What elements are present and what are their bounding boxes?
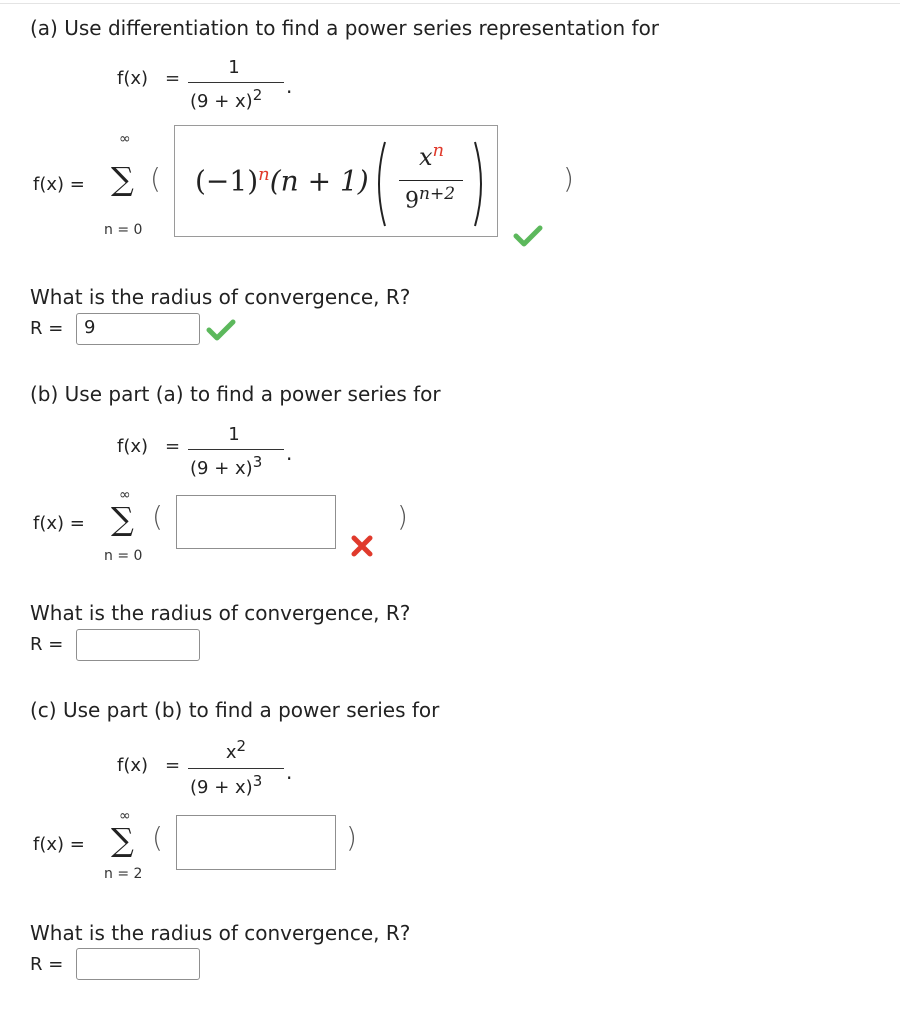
- part-c-sigma: ∑: [111, 821, 134, 859]
- part-a-frac-denominator: $9^{n+2}$: [405, 184, 456, 214]
- part-c-radius-input[interactable]: [76, 948, 200, 980]
- part-b-answer-input[interactable]: [176, 495, 336, 549]
- part-c-radius-question: What is the radius of convergence, R?: [30, 921, 411, 945]
- part-b-fraction-bar: [188, 449, 284, 450]
- part-b-close-paren: ): [397, 500, 408, 533]
- part-b-period: .: [286, 441, 293, 465]
- part-a-prompt: (a) Use differentiation to find a power series representation for: [30, 16, 660, 40]
- part-a-numerator: 1: [228, 57, 240, 78]
- part-c-series-f-label: f(x) =: [33, 834, 85, 855]
- part-c-open-paren: (: [152, 821, 163, 854]
- part-b-equals: =: [165, 436, 181, 457]
- part-c-fraction-bar: [188, 768, 284, 769]
- part-b-denominator: $(9 + x)^3$: [190, 453, 263, 479]
- check-icon: [513, 224, 543, 248]
- part-b-sum-upper: ∞: [119, 487, 131, 503]
- part-b-sigma: ∑: [111, 500, 134, 538]
- part-a-fraction-bar: [188, 82, 284, 83]
- part-a-radius-input[interactable]: 9: [76, 313, 200, 345]
- part-b-prompt: (b) Use part (a) to find a power series for: [30, 382, 441, 406]
- part-a-radius-question: What is the radius of convergence, R?: [30, 285, 411, 309]
- part-c-period: .: [286, 760, 293, 784]
- part-a-radius-label: R =: [30, 318, 64, 339]
- part-a-period: .: [286, 74, 293, 98]
- part-a-equals: =: [165, 68, 181, 89]
- part-a-open-paren: (: [150, 162, 161, 195]
- part-a-denominator: $(9 + x)^2$: [190, 86, 263, 112]
- part-a-answer-expression: $(-1)^n(n + 1)$: [195, 164, 369, 198]
- part-c-close-paren: ): [346, 821, 357, 854]
- part-a-frac-numerator: $x^n$: [419, 140, 445, 171]
- part-a-f-label: f(x): [117, 68, 149, 89]
- part-b-sum-lower: n = 0: [104, 548, 143, 564]
- part-a-sigma: ∑: [111, 160, 134, 198]
- part-c-answer-input[interactable]: [176, 815, 336, 870]
- cross-icon: [350, 534, 374, 558]
- part-b-numerator: 1: [228, 424, 240, 445]
- part-c-f-label: f(x): [117, 755, 149, 776]
- part-b-radius-label: R =: [30, 634, 64, 655]
- part-b-open-paren: (: [152, 500, 163, 533]
- part-b-radius-question: What is the radius of convergence, R?: [30, 601, 411, 625]
- part-a-close-paren: ): [563, 162, 574, 195]
- top-divider: [0, 3, 900, 4]
- part-c-radius-label: R =: [30, 954, 64, 975]
- part-c-sum-upper: ∞: [119, 808, 131, 824]
- part-c-sum-lower: n = 2: [104, 866, 143, 882]
- part-b-f-label: f(x): [117, 436, 149, 457]
- part-b-radius-input[interactable]: [76, 629, 200, 661]
- check-icon: [206, 318, 236, 342]
- part-c-equals: =: [165, 755, 181, 776]
- part-a-answer-box[interactable]: [174, 125, 498, 237]
- part-c-prompt: (c) Use part (b) to find a power series for: [30, 698, 440, 722]
- part-c-denominator: $(9 + x)^3$: [190, 772, 263, 798]
- part-a-sum-lower: n = 0: [104, 222, 143, 238]
- part-a-series-f-label: f(x) =: [33, 174, 85, 195]
- part-a-answer-fraction-bar: [399, 180, 463, 181]
- part-b-series-f-label: f(x) =: [33, 513, 85, 534]
- part-c-numerator: $x^2$: [225, 737, 247, 763]
- part-a-sum-upper: ∞: [119, 131, 131, 147]
